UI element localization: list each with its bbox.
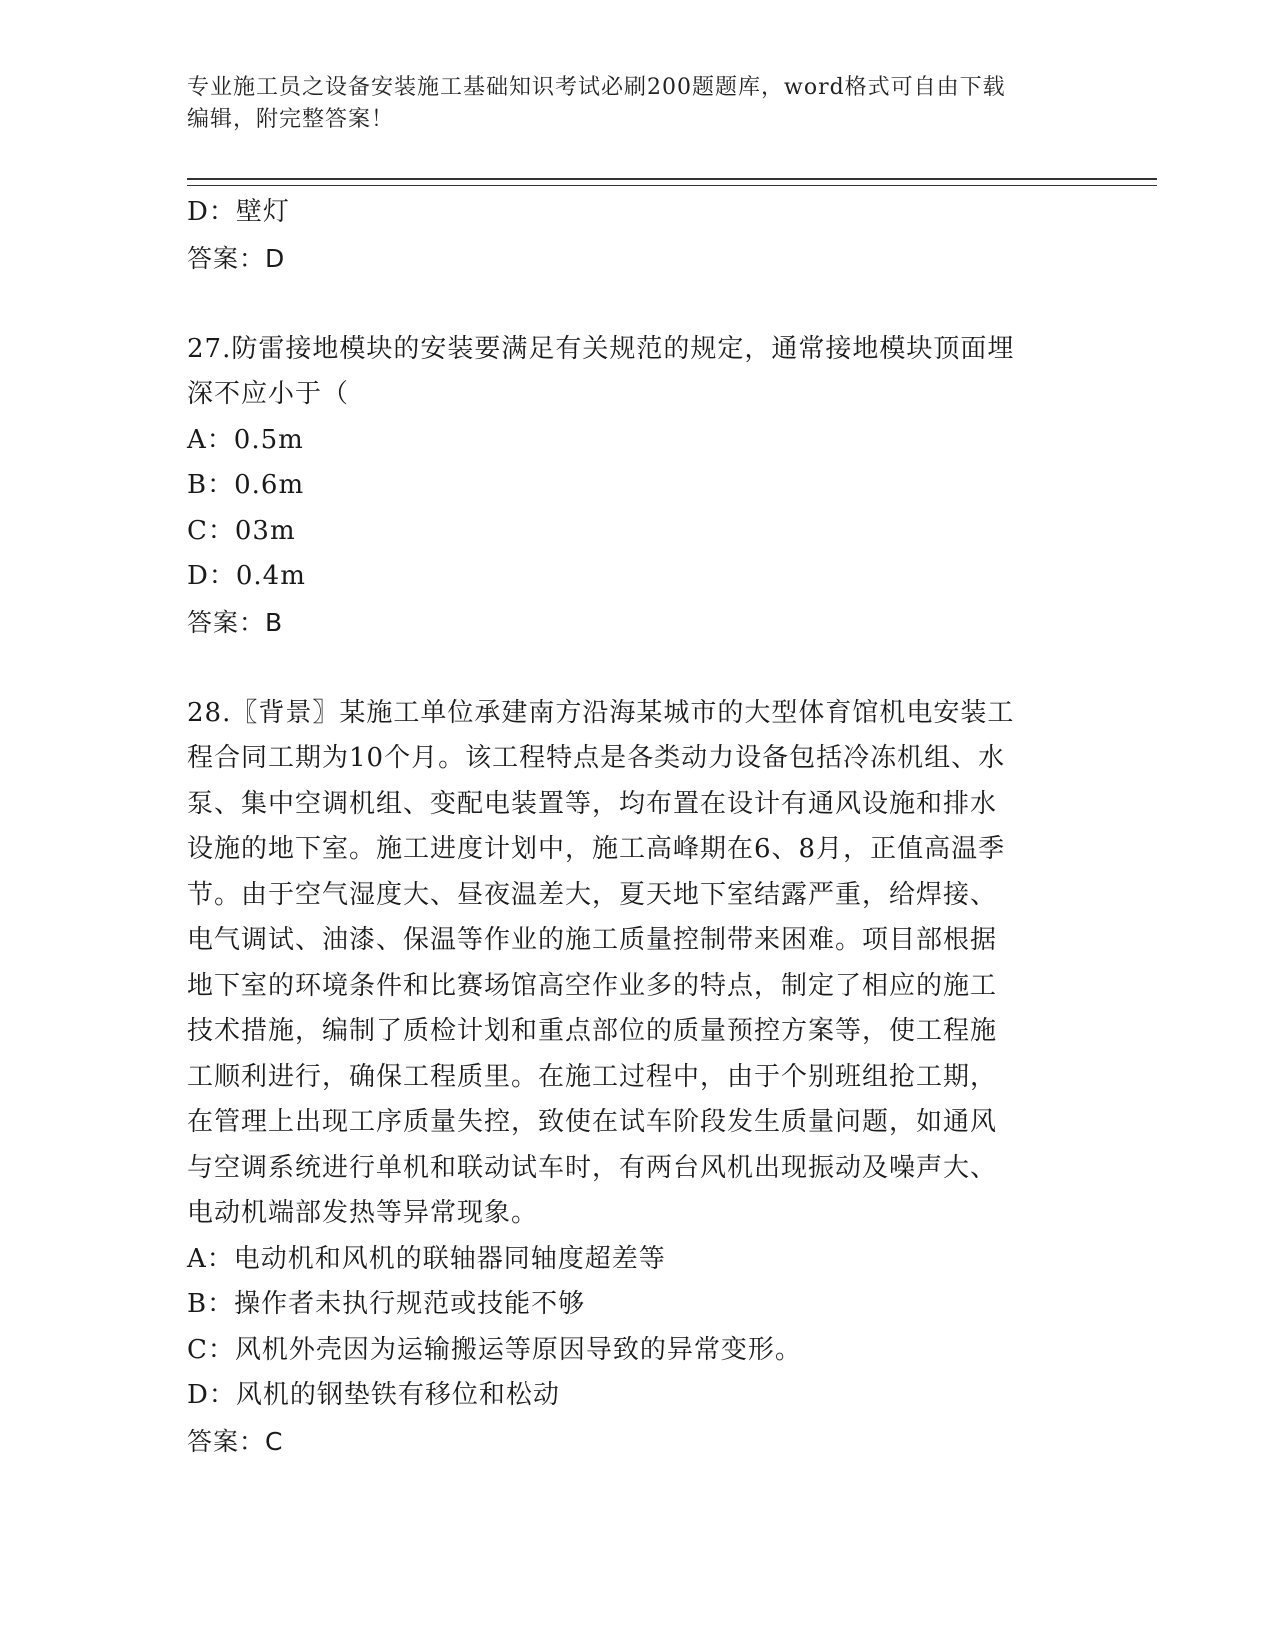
- q26-option-d: D：壁灯: [187, 197, 290, 227]
- q28-stem-line: 节。由于空气湿度大、昼夜温差大，夏天地下室结露严重，给焊接、: [187, 879, 998, 910]
- q28-option-c: C：风机外壳因为运输搬运等原因导致的异常变形。: [187, 1334, 802, 1365]
- q27-stem-line: 深不应小于（: [187, 379, 350, 409]
- q27-option-c: C：03m: [187, 515, 296, 546]
- q27-option-d: D：0.4m: [187, 561, 306, 591]
- q28-stem-line: 与空调系统进行单机和联动试车时，有两台风机出现振动及噪声大、: [187, 1152, 998, 1183]
- q26-answer: 答案：D: [187, 243, 286, 273]
- header-line-2: 编辑，附完整答案！: [187, 107, 395, 132]
- q28-answer: 答案：C: [187, 1426, 284, 1456]
- header-divider: [187, 178, 1157, 186]
- q27-option-b: B：0.6m: [187, 470, 305, 500]
- document-body: [187, 190, 1077, 1464]
- q27-answer: 答案：B: [187, 607, 284, 637]
- q28-stem-line: 技术措施，编制了质检计划和重点部位的质量预控方案等，使工程施: [187, 1016, 998, 1046]
- page-header: [187, 72, 1067, 136]
- question-28: [187, 691, 1077, 1465]
- header-line-1: 专业施工员之设备安装施工基础知识考试必刷200题题库，word格式可自由下载: [187, 75, 1006, 100]
- q28-stem-line: 28.〖背景〗某施工单位承建南方沿海某城市的大型体育馆机电安装工: [187, 697, 1015, 728]
- q28-stem-line: 泵、集中空调机组、变配电装置等，均布置在设计有通风设施和排水: [187, 788, 998, 819]
- spacer: [187, 645, 1077, 691]
- question-27: [187, 327, 1077, 646]
- q28-stem-line: 在管理上出现工序质量失控，致使在试车阶段发生质量问题，如通风: [187, 1107, 998, 1137]
- q28-option-a: A：电动机和风机的联轴器同轴度超差等: [187, 1243, 666, 1274]
- q28-stem-line: 工顺利进行，确保工程质里。在施工过程中，由于个别班组抢工期，: [187, 1061, 998, 1092]
- q28-stem-line: 程合同工期为10个月。该工程特点是各类动力设备包括冷冻机组、水: [187, 743, 1006, 773]
- q28-stem-line: 地下室的环境条件和比赛场馆高空作业多的特点，制定了相应的施工: [187, 970, 998, 1001]
- q28-stem-line: 电气调试、油漆、保温等作业的施工质量控制带来困难。项目部根据: [187, 925, 998, 955]
- q28-stem-line: 电动机端部发热等异常现象。: [187, 1198, 539, 1228]
- q27-option-a: A：0.5m: [187, 424, 304, 455]
- q28-option-b: B：操作者未执行规范或技能不够: [187, 1289, 586, 1319]
- q28-stem-line: 设施的地下室。施工进度计划中，施工高峰期在6、8月，正值高温季: [187, 834, 1006, 864]
- q27-stem-line: 27.防雷接地模块的安装要满足有关规范的规定，通常接地模块顶面埋: [187, 333, 1015, 364]
- spacer: [187, 281, 1077, 327]
- q28-option-d: D：风机的钢垫铁有移位和松动: [187, 1380, 560, 1410]
